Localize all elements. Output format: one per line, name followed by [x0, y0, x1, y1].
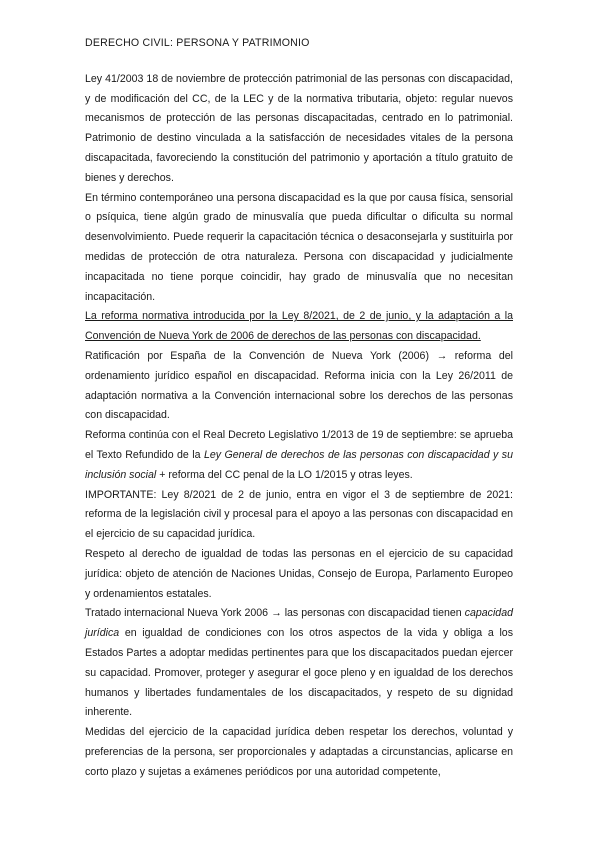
document-page	[85, 34, 513, 782]
paragraph-importante: IMPORTANTE: Ley 8/2021 de 2 de junio, entra en vigor el 3 de septiembre de 2021: reforma de la legislación civil y procesal para el apoyo a las personas con discapacidad en el ejercicio de su capacidad jurídica.	[85, 488, 513, 541]
paragraph-tratado-internacional	[85, 604, 513, 723]
reforma-continua-text-a: Reforma continúa con el Real Decreto Legislativo 1/2013 de 19 de septiembre: se aprueba el Texto Refundido de la	[85, 429, 513, 461]
paragraph-ratificacion: Ratificación por España de la Convención de Nueva York (2006) → reforma del ordenamiento jurídico español en discapacidad. Reforma inicia con la Ley 26/2011 de adaptación normativa a la Convención internacional sobre los derechos de las personas con discapacidad.	[85, 349, 513, 422]
tratado-text-a: Tratado internacional Nueva York 2006 → las personas con discapacidad tienen	[85, 607, 465, 620]
paragraph-persona-discapacidad: En término contemporáneo una persona discapacidad es la que por causa física, sensorial o psíquica, tiene algún grado de minusvalía que pueda dificultar o dificulta su normal desenvolvimiento. Puede requerir la capacitación técnica o desaconsejarla y sustituirla por medidas de protección de otra naturaleza. Persona con discapacidad y judicialmente incapacitada no tiene porque coincidir, hay grado de minusvalía que no necesitan incapacitación.	[85, 191, 513, 303]
paragraph-respeto-igualdad: Respeto al derecho de igualdad de todas las personas en el ejercicio de su capacidad jurídica: objeto de atención de Naciones Unidas, Consejo de Europa, Parlamento Europeo y ordenamientos estatales.	[85, 547, 513, 600]
ley-general-italic: Ley General de derechos de las personas con discapacidad y su inclusión social	[85, 448, 513, 481]
paragraph-reforma-heading: La reforma normativa introducida por la Ley 8/2021, de 2 de junio, y la adaptación a la Convención de Nueva York de 2006 de derechos de las personas con discapacidad.	[85, 310, 513, 343]
tratado-text-c: en igualdad de condiciones con los otros aspectos de la vida y obliga a los Estados Partes a adoptar medidas pertinentes para que los discapacitados puedan ejercer su capacidad. Promover, proteger y asegurar el goce pleno y en igualdad de los derechos humanos y libertades fundamentales de los discapacitados, y respeto de su dignidad inherente.	[85, 627, 513, 719]
paragraph-medidas-ejercicio: Medidas del ejercicio de la capacidad jurídica deben respetar los derechos, voluntad y preferencias de la persona, ser proporcionales y adaptadas a circunstancias, aplicarse en corto plazo y sujetas a exámenes periódicos por una autoridad competente,	[85, 726, 513, 778]
paragraph-ley-41-2003: Ley 41/2003 18 de noviembre de protección patrimonial de las personas con discapacidad, y de modificación del CC, de la LEC y de la normativa tributaria, objeto: regular nuevos mecanismos de protección de las personas discapacitadas, centrado en lo patrimonial. Patrimonio de destino vinculada a la satisfacción de necesidades vitales de la persona discapacitada, favoreciendo la constitución del patrimonio y aportación a título gratuito de bienes y derechos.	[85, 72, 513, 184]
capacidad-juridica-italic: capacidad jurídica	[85, 607, 513, 640]
reforma-continua-text-c: + reforma del CC penal de la LO 1/2015 y otras leyes.	[156, 468, 413, 481]
document-title: DERECHO CIVIL: PERSONA Y PATRIMONIO	[85, 37, 310, 49]
paragraph-reforma-continua	[85, 426, 513, 485]
